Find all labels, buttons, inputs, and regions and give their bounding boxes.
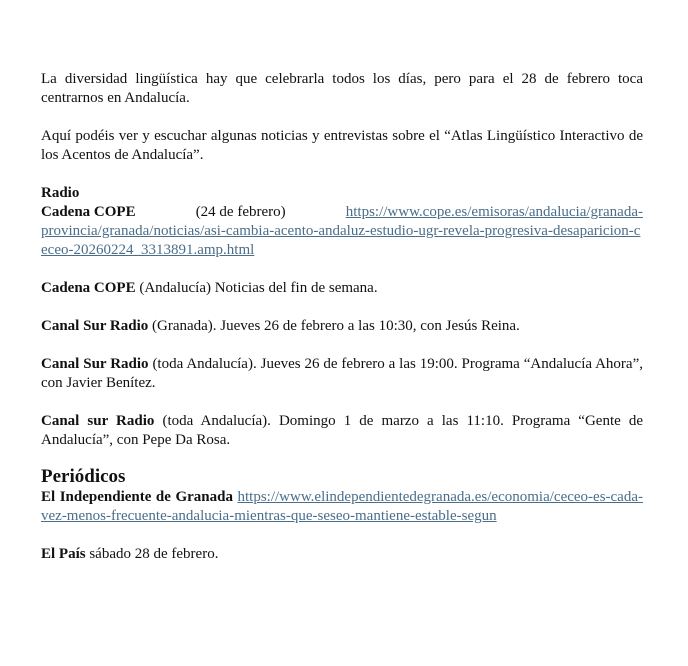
radio-item-cope-link	[41, 203, 643, 260]
periodicos-heading: Periódicos	[41, 466, 126, 487]
radio-item-canal-sur-andalucia-ahora	[41, 355, 643, 393]
radio-heading: Radio	[41, 185, 80, 201]
periodico-source: El Independiente de Granada	[41, 489, 233, 505]
periodico-detail: sábado 28 de febrero.	[85, 546, 219, 562]
periodico-source: El País	[41, 546, 86, 562]
radio-item-canal-sur-gente	[41, 412, 643, 450]
radio-item-canal-sur-granada	[41, 317, 643, 336]
radio-detail: (Andalucía) Noticias del fin de semana.	[135, 280, 378, 296]
radio-item-cope-weekend	[41, 279, 643, 298]
radio-source: Cadena COPE	[41, 280, 136, 296]
cope-article-link-start[interactable]: https://www.cope.es/emisoras/andalucia/granada-	[345, 204, 643, 220]
radio-source-cope: Cadena COPE	[41, 204, 136, 220]
independiente-article-link[interactable]: https://www.elindependientedegranada.es/economia/ceceo-es-cada-vez-menos-frecuente-andalucia-mientras-que-seseo-mantiene-estable-segun	[41, 489, 643, 524]
radio-source: Canal Sur Radio	[41, 318, 149, 334]
radio-detail: (Granada). Jueves 26 de febrero a las 10:30, con Jesús Reina.	[148, 318, 520, 334]
cope-article-link[interactable]: provincia/granada/noticias/asi-cambia-acento-andaluz-estudio-ugr-revela-progresiva-desaparicion-ceceo-20260224_3313891.amp.html	[41, 223, 641, 258]
radio-source: Canal Sur Radio	[41, 356, 149, 372]
radio-detail-cope-date: (24 de febrero)	[195, 204, 286, 220]
radio-source: Canal sur Radio	[41, 413, 155, 429]
intro-paragraph-1: La diversidad lingüística hay que celebrarla todos los días, pero para el 28 de febrero toca centrarnos en Andalucía.	[41, 71, 643, 106]
radio-detail: (toda Andalucía). Domingo 1 de marzo a las 11:10. Programa “Gente de Andalucía”, con Pepe Da Rosa.	[41, 413, 643, 448]
periodicos-item-el-pais	[41, 545, 643, 564]
radio-detail: (toda Andalucía). Jueves 26 de febrero a las 19:00. Programa “Andalucía Ahora”, con Javier Benítez.	[41, 356, 643, 391]
intro-paragraph-2: Aquí podéis ver y escuchar algunas noticias y entrevistas sobre el “Atlas Lingüístico Interactivo de los Acentos de Andalucía”.	[41, 128, 643, 163]
periodicos-item-independiente	[41, 488, 643, 526]
